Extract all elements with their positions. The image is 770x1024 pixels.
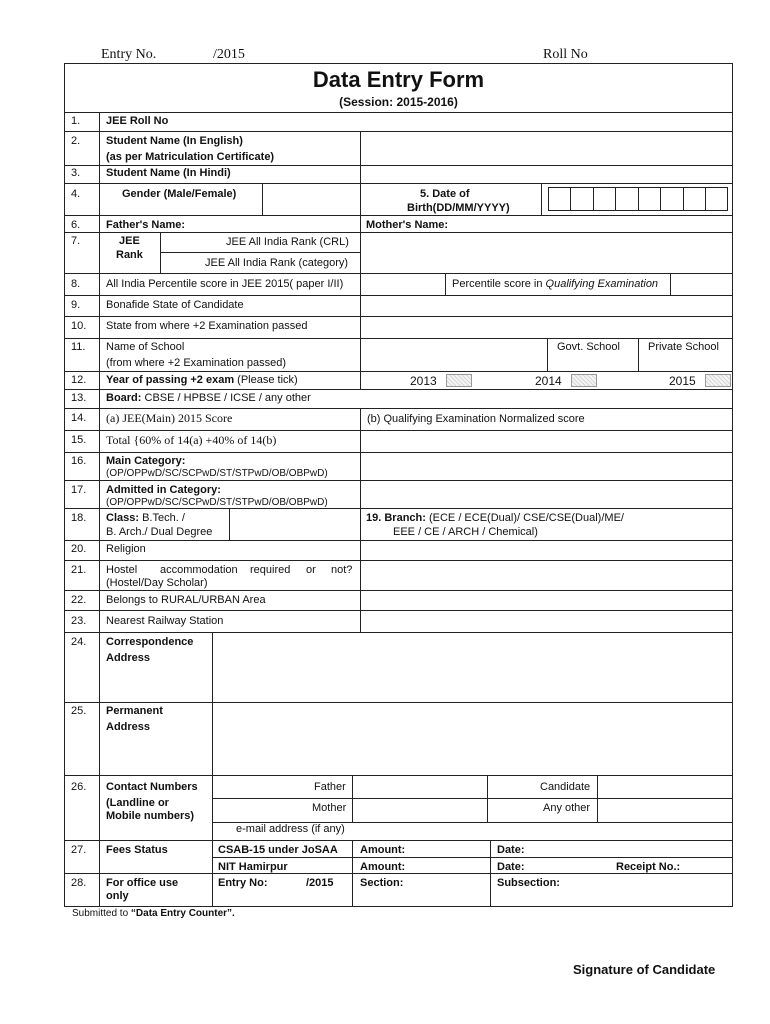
row-num-4: 4.	[71, 188, 81, 200]
tick-box-2014[interactable]	[571, 374, 597, 387]
gender-label: Gender (Male/Female)	[122, 188, 237, 200]
amount-label-2: Amount:	[360, 861, 406, 873]
date-label-1: Date:	[497, 844, 525, 856]
mother-contact-label: Mother	[312, 802, 347, 814]
subsection-label: Subsection:	[497, 877, 560, 889]
class-sub: B. Arch./ Dual Degree	[106, 526, 213, 538]
contact-numbers-label-3: Mobile numbers)	[106, 810, 195, 822]
jee-roll-no-label: JEE Roll No	[106, 115, 169, 127]
permanent-address-label-2: Address	[106, 721, 151, 733]
row-num-25: 25.	[71, 705, 87, 717]
submitted-note: Submitted to “Data Entry Counter”.	[72, 908, 235, 919]
row-num-18: 18.	[71, 512, 87, 524]
email-label: e-mail address (if any)	[236, 823, 345, 835]
rule	[64, 112, 733, 113]
year-2014: 2014	[535, 374, 562, 388]
row-num-17: 17.	[71, 484, 87, 496]
office-entry-year: /2015	[306, 877, 334, 889]
branch-label: 19. Branch: (ECE / ECE(Dual)/ CSE/CSE(Dual)/ME/	[366, 512, 624, 524]
row-num-16: 16.	[71, 455, 87, 467]
railway-station-label: Nearest Railway Station	[106, 615, 224, 627]
branch-sub: EEE / CE / ARCH / Chemical)	[393, 526, 538, 538]
govt-school-label: Govt. School	[557, 341, 620, 353]
any-other-contact-label: Any other	[543, 802, 591, 814]
candidate-contact-label: Candidate	[540, 781, 591, 793]
row-num-8: 8.	[71, 278, 81, 290]
office-use-label: For office use	[106, 877, 179, 889]
admitted-category-sub: (OP/OPPwD/SC/SCPwD/ST/STPwD/OB/OBPwD)	[106, 497, 328, 508]
row-num-13: 13.	[71, 392, 87, 404]
nit-hamirpur-label: NIT Hamirpur	[218, 861, 288, 873]
hostel-label-w1: Hostel	[106, 564, 138, 576]
student-name-english-sub: (as per Matriculation Certificate)	[106, 151, 275, 163]
bonafide-state-label: Bonafide State of Candidate	[106, 299, 244, 311]
jee-main-score-label: (a) JEE(Main) 2015 Score	[106, 411, 233, 425]
entry-year: /2015	[213, 47, 245, 62]
row-num-12: 12.	[71, 374, 87, 386]
main-category-sub: (OP/OPPwD/SC/SCPwD/ST/STPwD/OB/OBPwD)	[106, 468, 328, 479]
row-num-2: 2.	[71, 135, 81, 147]
hostel-label-w4: or	[306, 564, 316, 576]
section-label: Section:	[360, 877, 404, 889]
jee-rank-category-label: JEE All India Rank (category)	[205, 257, 349, 269]
row-num-15: 15.	[71, 434, 87, 446]
row-num-6: 6.	[71, 219, 81, 231]
dob-label: 5. Date of	[420, 188, 470, 200]
private-school-label: Private School	[648, 341, 719, 353]
student-name-hindi-label: Student Name (In Hindi)	[106, 167, 231, 179]
contact-numbers-label: Contact Numbers	[106, 781, 198, 793]
dob-label-2: Birth(DD/MM/YYYY)	[407, 202, 510, 214]
father-name-label: Father's Name:	[106, 219, 186, 231]
school-name-sub: (from where +2 Examination passed)	[106, 357, 287, 369]
session: (Session: 2015-2016)	[339, 95, 458, 109]
office-use-label-2: only	[106, 890, 129, 902]
receipt-no-label: Receipt No.:	[616, 861, 681, 873]
row-num-9: 9.	[71, 299, 81, 311]
date-label-2: Date:	[497, 861, 525, 873]
entry-no-label: Entry No.	[101, 47, 157, 62]
fees-status-label: Fees Status	[106, 844, 168, 856]
row-num-27: 27.	[71, 844, 87, 856]
correspondence-address-label-2: Address	[106, 652, 151, 664]
mother-name-label: Mother's Name:	[366, 219, 449, 231]
rural-urban-label: Belongs to RURAL/URBAN Area	[106, 594, 266, 606]
row-num-20: 20.	[71, 543, 87, 555]
row-num-11: 11.	[71, 341, 86, 353]
row-num-24: 24.	[71, 636, 87, 648]
roll-no-label: Roll No	[543, 47, 588, 62]
row-num-23: 23.	[71, 615, 87, 627]
row-num-3: 3.	[71, 167, 81, 179]
jee-rank-crl-label: JEE All India Rank (CRL)	[226, 236, 349, 248]
hostel-label-w3: required	[250, 564, 291, 576]
row-num-26: 26.	[71, 781, 87, 793]
row-num-22: 22.	[71, 594, 87, 606]
signature-label: Signature of Candidate	[573, 962, 716, 977]
row-num-28: 28.	[71, 877, 87, 889]
school-name-label: Name of School	[106, 341, 185, 353]
correspondence-address-label: Correspondence	[106, 636, 194, 648]
amount-label-1: Amount:	[360, 844, 406, 856]
tick-box-2013[interactable]	[446, 374, 472, 387]
row-num-1: 1.	[71, 115, 81, 127]
student-name-english-label: Student Name (In English)	[106, 135, 243, 147]
office-entry-no-label: Entry No:	[218, 877, 268, 889]
row-num-14: 14.	[71, 412, 87, 424]
percentile-jee-label: All India Percentile score in JEE 2015( paper I/II)	[106, 278, 344, 290]
religion-label: Religion	[106, 543, 146, 555]
main-category-label: Main Category:	[106, 455, 186, 467]
total-score-label: Total {60% of 14(a) +40% of 14(b)	[106, 433, 277, 447]
year-passing-label: Year of passing +2 exam (Please tick)	[106, 374, 298, 386]
state-plus2-label: State from where +2 Examination passed	[106, 320, 308, 332]
tick-box-2015[interactable]	[705, 374, 731, 387]
permanent-address-label: Permanent	[106, 705, 163, 717]
csab-label: CSAB-15 under JoSAA	[218, 844, 338, 856]
row-num-21: 21.	[71, 564, 87, 576]
page-title: Data Entry Form	[312, 67, 485, 92]
year-2015: 2015	[669, 374, 696, 388]
hostel-sub: (Hostel/Day Scholar)	[106, 577, 208, 589]
percentile-qualifying-label: Percentile score in Qualifying Examination	[452, 278, 659, 290]
row-num-7: 7.	[71, 235, 81, 247]
jee-rank-label-2: Rank	[116, 249, 143, 261]
board-label: Board: CBSE / HPBSE / ICSE / any other	[106, 392, 311, 404]
contact-numbers-label-2: (Landline or	[106, 797, 169, 809]
hostel-label-w2: accommodation	[160, 564, 238, 576]
qualifying-normalized-label: (b) Qualifying Examination Normalized score	[367, 413, 585, 425]
hostel-label-w5: not?	[331, 564, 353, 576]
year-2013: 2013	[410, 374, 437, 388]
admitted-category-label: Admitted in Category:	[106, 484, 221, 496]
class-label: Class: B.Tech. /	[106, 512, 185, 524]
jee-rank-label: JEE	[119, 235, 140, 247]
row-num-10: 10.	[71, 320, 87, 332]
father-contact-label: Father	[314, 781, 346, 793]
